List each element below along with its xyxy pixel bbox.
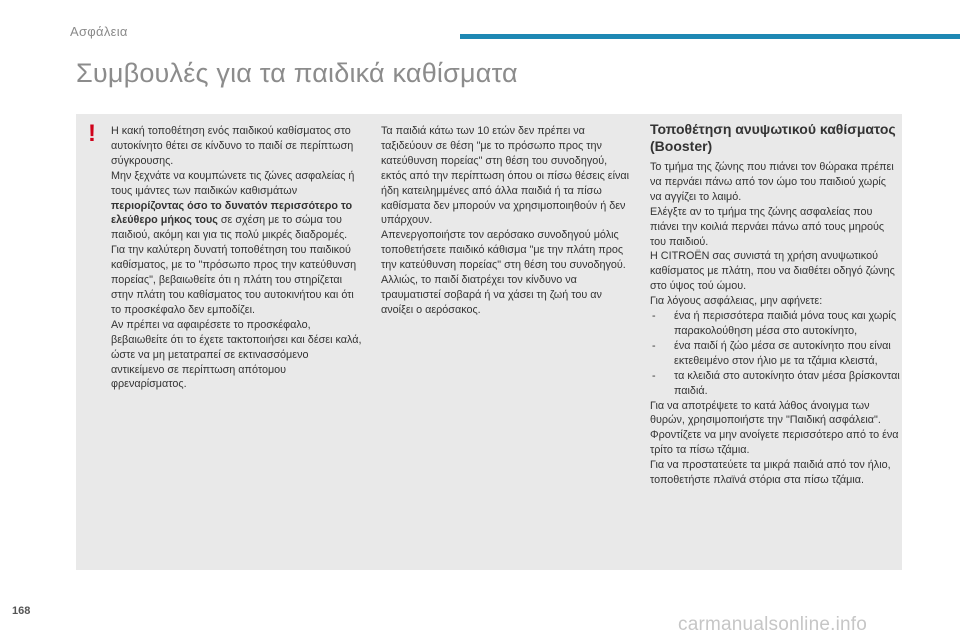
page-title: Συμβουλές για τα παιδικά καθίσματα	[76, 58, 518, 88]
paragraph: Το τμήμα της ζώνης που πιάνει τον θώρακα πρέπει να περνάει πάνω από τον ώμο του παιδιού χωρίς να αγγίζει το λαιμό.	[650, 161, 894, 203]
paragraph: Ελέγξτε αν το τμήμα της ζώνης ασφαλείας που πιάνει την κοιλιά περνάει πάνω από τους μηρούς του παιδιού.	[650, 205, 885, 248]
paragraph	[111, 169, 363, 244]
warning-icon: !	[88, 120, 96, 147]
header-accent-bar	[460, 34, 960, 39]
paragraph: Η κακή τοποθέτηση ενός παιδικού καθίσματος στο αυτοκίνητο θέτει σε κίνδυνο το παιδί σε περίπτωση σύγκρουσης.	[111, 125, 354, 167]
column-warning-text	[111, 124, 363, 392]
booster-heading: Τοποθέτηση ανυψωτικού καθίσματος (Booster)	[650, 121, 896, 154]
paragraph: Για να προστατεύετε τα μικρά παιδιά από τον ήλιο, τοποθετήστε πλαϊνά στόρια στα πίσω τζάμια.	[650, 459, 891, 487]
paragraph: Απενεργοποιήστε τον αερόσακο συνοδηγού μόλις τοποθετήσετε παιδικό κάθισμα "με την πλάτη προς την κατεύθυνση πορείας" στη θέση του συνοδηγού. Αλλιώς, το παιδί διατρέχει τον κίνδυνο να τραυματιστεί σοβαρά ή να χάσει τη ζωή του αν ανοίξει ο αερόσακος.	[381, 229, 626, 316]
list-item: - ένα ή περισσότερα παιδιά μόνα τους και χωρίς παρακολούθηση μέσα στο αυτοκίνητο,	[650, 309, 900, 339]
paragraph: Η CITROËN σας συνιστά τη χρήση ανυψωτικού καθίσματος με πλάτη, που να διαθέτει οδηγό ζώνης στο ύψος τού ώμου.	[650, 250, 895, 293]
list-item: - τα κλειδιά στο αυτοκίνητο όταν μέσα βρίσκονται παιδιά.	[650, 369, 900, 399]
text-span: Μην ξεχνάτε να κουμπώνετε τις ζώνες ασφαλείας ή τους ιμάντες των παιδικών καθισμάτων	[111, 169, 355, 197]
column-booster-text	[650, 121, 900, 488]
text-span: σε σχέση με το σώμα του παιδιού, ακόμη και για τις πολύ μικρές διαδρομές.	[111, 214, 348, 242]
safety-list	[650, 309, 900, 398]
list-item: - ένα παιδί ή ζώο μέσα σε αυτοκίνητο που είναι εκτεθειμένο στον ήλιο με τα τζάμια κλειστά,	[650, 339, 900, 369]
paragraph: Φροντίζετε να μην ανοίγετε περισσότερο από το ένα τρίτο τα πίσω τζάμια.	[650, 429, 899, 457]
paragraph: Για την καλύτερη δυνατή τοποθέτηση του παιδικού καθίσματος, με το "πρόσωπο προς την κατεύθυνση πορείας", βεβαιωθείτε ότι η πλάτη του στηρίζεται στην πλάτη του καθίσματος του αυτοκινήτου και ότι το προσκέφαλο δεν εμποδίζει.	[111, 244, 357, 316]
section-label: Ασφάλεια	[70, 24, 128, 39]
paragraph: Αν πρέπει να αφαιρέσετε το προσκέφαλο, βεβαιωθείτε ότι το έχετε τακτοποιήσει και δέσει καλά, ώστε να μη μετατραπεί σε εκτινασσόμενο αντικείμενο σε περίπτωση απότομου φρεναρίσματος.	[111, 318, 362, 391]
emphasis-text: περιορίζοντας όσο το δυνατόν περισσότερο το ελεύθερο μήκος τους	[111, 199, 353, 227]
paragraph: Για να αποτρέψετε το κατά λάθος άνοιγμα των θυρών, χρησιμοποιήστε την "Παιδική ασφάλεια".	[650, 399, 881, 427]
paragraph: Για λόγους ασφάλειας, μην αφήνετε:	[650, 295, 823, 308]
page-number: 168	[12, 605, 31, 617]
paragraph: Τα παιδιά κάτω των 10 ετών δεν πρέπει να ταξιδεύουν σε θέση "με το πρόσωπο προς την κατεύθυνση πορείας" στη θέση του συνοδηγού, εκτός από την περίπτωση όπου οι πίσω θέσεις είναι ήδη κατειλημμένες από άλλα παιδιά ή τα πίσω καθίσματα δεν μπορούν να χρησιμοποιηθούν ή δεν υπάρχουν.	[381, 125, 630, 227]
watermark: carmanualsonline.info	[678, 614, 868, 635]
column-airbag-text	[381, 124, 634, 318]
